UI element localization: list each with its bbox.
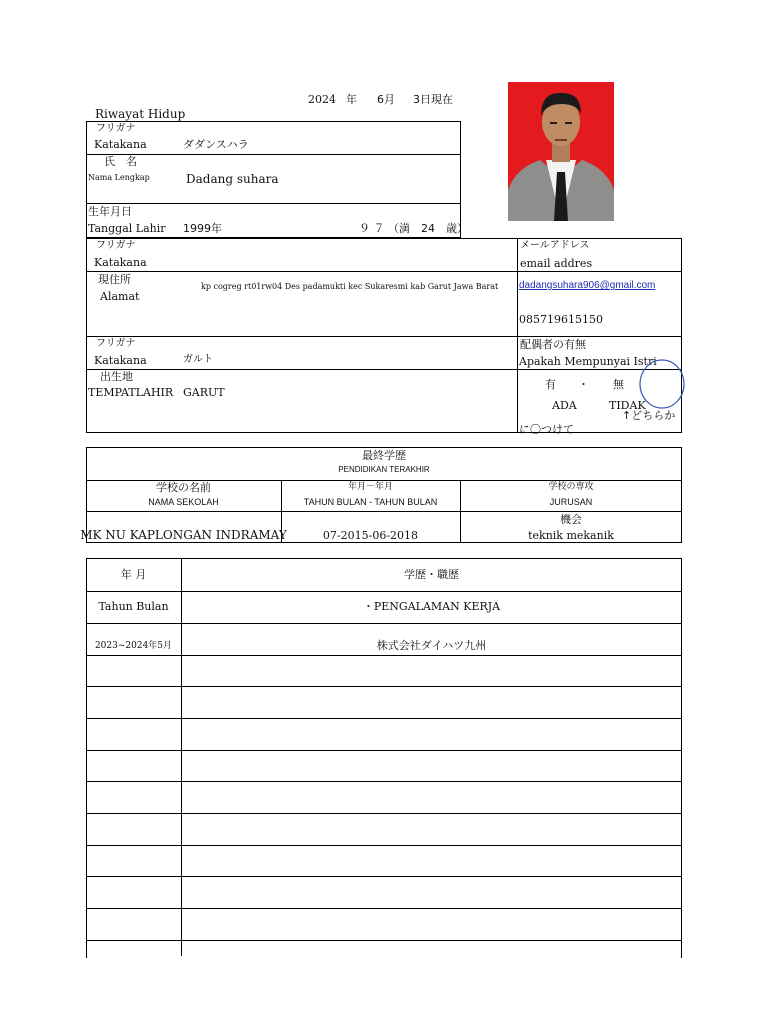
email-link[interactable]: dadangsuhara906@gmail.com — [519, 280, 656, 291]
history-table — [86, 558, 682, 958]
history-detail-column-id: ・PENGALAMAN KERJA — [362, 600, 501, 613]
person-photo-icon — [508, 82, 614, 221]
period-column-id: TAHUN BULAN - TAHUN BULAN — [303, 497, 438, 507]
address-label-id: Alamat — [100, 290, 140, 303]
history-detail-column-jp: 学歴・職歴 — [404, 568, 459, 581]
spouse-yes-jp: 有 — [545, 378, 556, 391]
spouse-label-jp: 配偶者の有無 — [520, 338, 586, 351]
history-date-column-jp: 年 月 — [120, 568, 147, 581]
katakana-label: Katakana — [94, 138, 147, 151]
header-year-unit: 年 — [346, 93, 357, 106]
spouse-note-line2: に〇つけて — [519, 423, 574, 436]
birthplace-value: GARUT — [183, 386, 225, 399]
spouse-note-line1: ↑どちらか — [622, 409, 676, 422]
full-name-value: Dadang suhara — [186, 172, 279, 186]
school-column-id: NAMA SEKOLAH — [148, 497, 219, 507]
name-label-id: Nama Lengkap — [88, 173, 150, 182]
katakana-name-value: ダダンスハラ — [183, 138, 249, 151]
header-day-current: 3日現在 — [413, 93, 453, 106]
history-date-column-id: Tahun Bulan — [98, 600, 169, 613]
birthplace-furigana-label: フリガナ — [96, 338, 136, 349]
profile-photo — [508, 82, 614, 221]
birth-date-age-value: ９ ７ （満 24 歳） — [359, 222, 468, 235]
major-jp-value: 機会 — [560, 513, 582, 526]
birthplace-label-jp: 出生地 — [100, 370, 133, 383]
spouse-no-option: TIDAK — [609, 399, 646, 412]
education-title-id: PENDIDIKAN TERAKHIR — [338, 465, 430, 474]
address-katakana-label: Katakana — [94, 256, 147, 269]
education-title-jp: 最終学歴 — [362, 449, 406, 462]
birth-year-value: 1999年 — [183, 222, 222, 235]
birthplace-label-id: TEMPATLAHIR — [88, 386, 174, 399]
school-column-jp: 学校の名前 — [156, 481, 211, 494]
birthplace-katakana-label: Katakana — [94, 354, 147, 367]
phone-value: 085719615150 — [519, 313, 603, 326]
spouse-yes-option: ADA — [552, 399, 577, 412]
address-value: kp cogreg rt01rw04 Des padamukti kec Sukaresmi kab Garut Jawa Barat — [201, 282, 499, 291]
birthplace-katakana-value: ガルト — [183, 354, 213, 365]
major-column-id: JURUSAN — [549, 497, 593, 507]
major-value: teknik mekanik — [528, 529, 614, 542]
birth-label-id: Tanggal Lahir — [88, 222, 166, 235]
circle-mark-icon — [637, 358, 687, 412]
name-label-jp: 氏 名 — [104, 155, 137, 168]
email-label-jp: メールアドレス — [520, 240, 590, 251]
spouse-label-id: Apakah Mempunyai Istri — [519, 355, 657, 368]
address-label-jp: 現住所 — [98, 273, 131, 286]
history-row-detail: 株式会社ダイハツ九州 — [376, 639, 487, 652]
period-column-jp: 年月－年月 — [347, 482, 393, 492]
school-name-value: MK NU KAPLONGAN INDRAMAY — [80, 529, 287, 541]
furigana-label: フリガナ — [96, 123, 136, 134]
history-row-date: 2023~2024年5月 — [94, 641, 173, 651]
document-title: Riwayat Hidup — [95, 107, 186, 121]
school-period-value: 07-2015-06-2018 — [322, 529, 419, 542]
major-column-jp: 学校の専攻 — [548, 482, 594, 492]
spouse-no-jp: 無 — [613, 378, 624, 391]
address-furigana-label: フリガナ — [96, 240, 136, 251]
email-label-id: email addres — [520, 257, 593, 270]
birth-label-jp: 生年月日 — [88, 205, 132, 218]
header-year: 2024 — [308, 93, 336, 106]
spouse-dot: ・ — [578, 378, 589, 391]
header-month: 6月 — [377, 93, 395, 106]
